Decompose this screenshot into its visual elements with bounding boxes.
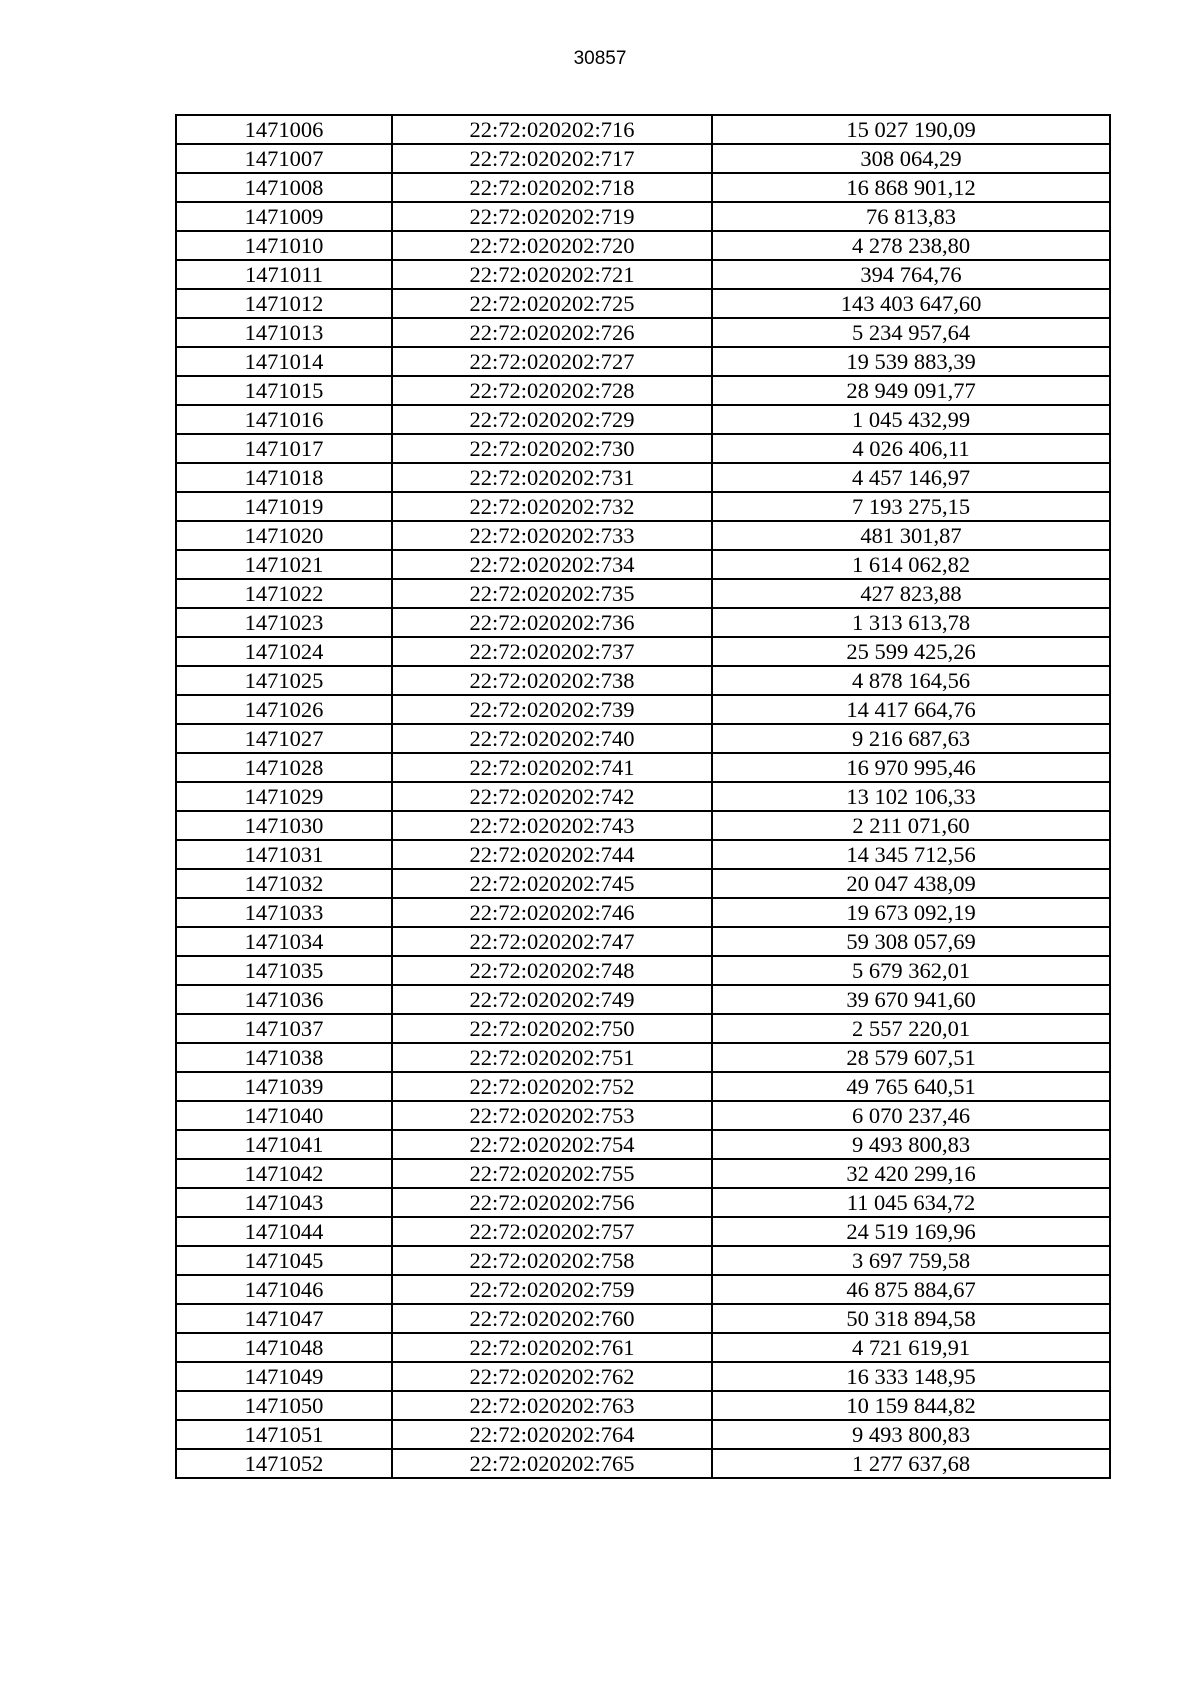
record-number-cell: 1471023 — [176, 608, 392, 637]
table-row — [176, 608, 1110, 637]
cadastral-number-cell: 22:72:020202:735 — [392, 579, 712, 608]
cadastral-value-cell: 9 493 800,83 — [712, 1420, 1110, 1449]
record-number-cell: 1471038 — [176, 1043, 392, 1072]
cadastral-number-cell: 22:72:020202:749 — [392, 985, 712, 1014]
table-row — [176, 405, 1110, 434]
table-row — [176, 724, 1110, 753]
cadastral-number-cell: 22:72:020202:733 — [392, 521, 712, 550]
record-number-cell: 1471012 — [176, 289, 392, 318]
cadastral-number-cell: 22:72:020202:756 — [392, 1188, 712, 1217]
record-number-cell: 1471029 — [176, 782, 392, 811]
table-row — [176, 1217, 1110, 1246]
table-row — [176, 1275, 1110, 1304]
cadastral-number-cell: 22:72:020202:748 — [392, 956, 712, 985]
table-row — [176, 173, 1110, 202]
cadastral-value-cell: 59 308 057,69 — [712, 927, 1110, 956]
record-number-cell: 1471018 — [176, 463, 392, 492]
cadastral-value-cell: 16 333 148,95 — [712, 1362, 1110, 1391]
cadastral-number-cell: 22:72:020202:747 — [392, 927, 712, 956]
cadastral-value-cell: 4 721 619,91 — [712, 1333, 1110, 1362]
cadastral-value-cell: 14 417 664,76 — [712, 695, 1110, 724]
record-number-cell: 1471014 — [176, 347, 392, 376]
record-number-cell: 1471048 — [176, 1333, 392, 1362]
cadastral-value-cell: 4 457 146,97 — [712, 463, 1110, 492]
table-row — [176, 289, 1110, 318]
table-row — [176, 1072, 1110, 1101]
table-row — [176, 1188, 1110, 1217]
cadastral-number-cell: 22:72:020202:731 — [392, 463, 712, 492]
table-row — [176, 811, 1110, 840]
cadastral-number-cell: 22:72:020202:765 — [392, 1449, 712, 1478]
record-number-cell: 1471009 — [176, 202, 392, 231]
record-number-cell: 1471022 — [176, 579, 392, 608]
record-number-cell: 1471052 — [176, 1449, 392, 1478]
record-number-cell: 1471049 — [176, 1362, 392, 1391]
record-number-cell: 1471006 — [176, 115, 392, 144]
cadastral-value-cell: 28 579 607,51 — [712, 1043, 1110, 1072]
cadastral-value-cell: 4 026 406,11 — [712, 434, 1110, 463]
table-row — [176, 521, 1110, 550]
cadastral-number-cell: 22:72:020202:717 — [392, 144, 712, 173]
cadastral-number-cell: 22:72:020202:745 — [392, 869, 712, 898]
cadastral-number-cell: 22:72:020202:751 — [392, 1043, 712, 1072]
record-number-cell: 1471034 — [176, 927, 392, 956]
cadastral-number-cell: 22:72:020202:734 — [392, 550, 712, 579]
table-row — [176, 1333, 1110, 1362]
cadastral-value-cell: 14 345 712,56 — [712, 840, 1110, 869]
cadastral-value-cell: 46 875 884,67 — [712, 1275, 1110, 1304]
table-row — [176, 144, 1110, 173]
record-number-cell: 1471044 — [176, 1217, 392, 1246]
table-row — [176, 434, 1110, 463]
table-row — [176, 695, 1110, 724]
table-row — [176, 1362, 1110, 1391]
table-row — [176, 1449, 1110, 1478]
record-number-cell: 1471050 — [176, 1391, 392, 1420]
record-number-cell: 1471027 — [176, 724, 392, 753]
cadastral-value-cell: 6 070 237,46 — [712, 1101, 1110, 1130]
table-row — [176, 550, 1110, 579]
record-number-cell: 1471030 — [176, 811, 392, 840]
cadastral-value-cell: 76 813,83 — [712, 202, 1110, 231]
table-row — [176, 1159, 1110, 1188]
record-number-cell: 1471036 — [176, 985, 392, 1014]
table-row — [176, 782, 1110, 811]
table-row — [176, 347, 1110, 376]
cadastral-number-cell: 22:72:020202:719 — [392, 202, 712, 231]
cadastral-value-cell: 19 539 883,39 — [712, 347, 1110, 376]
cadastral-value-cell: 50 318 894,58 — [712, 1304, 1110, 1333]
cadastral-number-cell: 22:72:020202:738 — [392, 666, 712, 695]
cadastral-value-cell: 308 064,29 — [712, 144, 1110, 173]
cadastral-number-cell: 22:72:020202:764 — [392, 1420, 712, 1449]
cadastral-number-cell: 22:72:020202:726 — [392, 318, 712, 347]
cadastral-value-cell: 15 027 190,09 — [712, 115, 1110, 144]
record-number-cell: 1471051 — [176, 1420, 392, 1449]
cadastral-number-cell: 22:72:020202:761 — [392, 1333, 712, 1362]
cadastral-number-cell: 22:72:020202:757 — [392, 1217, 712, 1246]
record-number-cell: 1471015 — [176, 376, 392, 405]
table-row — [176, 927, 1110, 956]
record-number-cell: 1471032 — [176, 869, 392, 898]
cadastral-number-cell: 22:72:020202:736 — [392, 608, 712, 637]
record-number-cell: 1471007 — [176, 144, 392, 173]
cadastral-number-cell: 22:72:020202:758 — [392, 1246, 712, 1275]
record-number-cell: 1471042 — [176, 1159, 392, 1188]
record-number-cell: 1471013 — [176, 318, 392, 347]
registry-table-body — [176, 115, 1110, 1478]
table-row — [176, 1014, 1110, 1043]
record-number-cell: 1471047 — [176, 1304, 392, 1333]
table-row — [176, 898, 1110, 927]
cadastral-value-cell: 3 697 759,58 — [712, 1246, 1110, 1275]
cadastral-number-cell: 22:72:020202:753 — [392, 1101, 712, 1130]
table-row — [176, 985, 1110, 1014]
cadastral-value-cell: 49 765 640,51 — [712, 1072, 1110, 1101]
cadastral-number-cell: 22:72:020202:744 — [392, 840, 712, 869]
cadastral-value-cell: 1 277 637,68 — [712, 1449, 1110, 1478]
cadastral-value-cell: 5 679 362,01 — [712, 956, 1110, 985]
table-row — [176, 376, 1110, 405]
table-row — [176, 666, 1110, 695]
cadastral-value-cell: 1 045 432,99 — [712, 405, 1110, 434]
cadastral-number-cell: 22:72:020202:737 — [392, 637, 712, 666]
table-row — [176, 492, 1110, 521]
record-number-cell: 1471046 — [176, 1275, 392, 1304]
record-number-cell: 1471008 — [176, 173, 392, 202]
record-number-cell: 1471031 — [176, 840, 392, 869]
cadastral-number-cell: 22:72:020202:746 — [392, 898, 712, 927]
cadastral-value-cell: 2 211 071,60 — [712, 811, 1110, 840]
table-row — [176, 1420, 1110, 1449]
record-number-cell: 1471037 — [176, 1014, 392, 1043]
cadastral-number-cell: 22:72:020202:739 — [392, 695, 712, 724]
table-row — [176, 1130, 1110, 1159]
table-row — [176, 1391, 1110, 1420]
record-number-cell: 1471028 — [176, 753, 392, 782]
cadastral-value-cell: 20 047 438,09 — [712, 869, 1110, 898]
cadastral-number-cell: 22:72:020202:718 — [392, 173, 712, 202]
cadastral-number-cell: 22:72:020202:750 — [392, 1014, 712, 1043]
table-row — [176, 202, 1110, 231]
cadastral-value-cell: 16 868 901,12 — [712, 173, 1110, 202]
cadastral-value-cell: 4 278 238,80 — [712, 231, 1110, 260]
cadastral-value-cell: 4 878 164,56 — [712, 666, 1110, 695]
cadastral-value-cell: 16 970 995,46 — [712, 753, 1110, 782]
record-number-cell: 1471041 — [176, 1130, 392, 1159]
record-number-cell: 1471017 — [176, 434, 392, 463]
cadastral-number-cell: 22:72:020202:728 — [392, 376, 712, 405]
cadastral-value-cell: 9 493 800,83 — [712, 1130, 1110, 1159]
cadastral-value-cell: 39 670 941,60 — [712, 985, 1110, 1014]
cadastral-number-cell: 22:72:020202:732 — [392, 492, 712, 521]
cadastral-value-cell: 19 673 092,19 — [712, 898, 1110, 927]
table-row — [176, 260, 1110, 289]
cadastral-number-cell: 22:72:020202:721 — [392, 260, 712, 289]
cadastral-number-cell: 22:72:020202:740 — [392, 724, 712, 753]
record-number-cell: 1471019 — [176, 492, 392, 521]
table-row — [176, 753, 1110, 782]
cadastral-number-cell: 22:72:020202:760 — [392, 1304, 712, 1333]
cadastral-number-cell: 22:72:020202:743 — [392, 811, 712, 840]
record-number-cell: 1471043 — [176, 1188, 392, 1217]
table-row — [176, 869, 1110, 898]
cadastral-value-cell: 427 823,88 — [712, 579, 1110, 608]
table-row — [176, 1246, 1110, 1275]
cadastral-value-cell: 143 403 647,60 — [712, 289, 1110, 318]
record-number-cell: 1471011 — [176, 260, 392, 289]
record-number-cell: 1471024 — [176, 637, 392, 666]
record-number-cell: 1471040 — [176, 1101, 392, 1130]
cadastral-number-cell: 22:72:020202:754 — [392, 1130, 712, 1159]
cadastral-value-cell: 2 557 220,01 — [712, 1014, 1110, 1043]
table-row — [176, 463, 1110, 492]
record-number-cell: 1471033 — [176, 898, 392, 927]
record-number-cell: 1471021 — [176, 550, 392, 579]
cadastral-value-cell: 25 599 425,26 — [712, 637, 1110, 666]
record-number-cell: 1471010 — [176, 231, 392, 260]
record-number-cell: 1471045 — [176, 1246, 392, 1275]
cadastral-value-cell: 1 614 062,82 — [712, 550, 1110, 579]
cadastral-number-cell: 22:72:020202:716 — [392, 115, 712, 144]
record-number-cell: 1471025 — [176, 666, 392, 695]
table-row — [176, 637, 1110, 666]
record-number-cell: 1471039 — [176, 1072, 392, 1101]
cadastral-number-cell: 22:72:020202:759 — [392, 1275, 712, 1304]
cadastral-value-cell: 24 519 169,96 — [712, 1217, 1110, 1246]
registry-table — [175, 114, 1111, 1479]
cadastral-number-cell: 22:72:020202:742 — [392, 782, 712, 811]
table-row — [176, 579, 1110, 608]
cadastral-value-cell: 481 301,87 — [712, 521, 1110, 550]
cadastral-value-cell: 32 420 299,16 — [712, 1159, 1110, 1188]
record-number-cell: 1471020 — [176, 521, 392, 550]
cadastral-value-cell: 9 216 687,63 — [712, 724, 1110, 753]
cadastral-value-cell: 5 234 957,64 — [712, 318, 1110, 347]
cadastral-value-cell: 1 313 613,78 — [712, 608, 1110, 637]
cadastral-number-cell: 22:72:020202:762 — [392, 1362, 712, 1391]
page-number: 30857 — [573, 48, 627, 69]
record-number-cell: 1471026 — [176, 695, 392, 724]
table-row — [176, 956, 1110, 985]
cadastral-number-cell: 22:72:020202:741 — [392, 753, 712, 782]
record-number-cell: 1471035 — [176, 956, 392, 985]
cadastral-number-cell: 22:72:020202:720 — [392, 231, 712, 260]
table-row — [176, 115, 1110, 144]
cadastral-value-cell: 11 045 634,72 — [712, 1188, 1110, 1217]
record-number-cell: 1471016 — [176, 405, 392, 434]
table-row — [176, 1043, 1110, 1072]
cadastral-value-cell: 7 193 275,15 — [712, 492, 1110, 521]
cadastral-value-cell: 28 949 091,77 — [712, 376, 1110, 405]
table-row — [176, 1304, 1110, 1333]
cadastral-number-cell: 22:72:020202:727 — [392, 347, 712, 376]
cadastral-value-cell: 13 102 106,33 — [712, 782, 1110, 811]
cadastral-number-cell: 22:72:020202:752 — [392, 1072, 712, 1101]
cadastral-number-cell: 22:72:020202:730 — [392, 434, 712, 463]
cadastral-number-cell: 22:72:020202:725 — [392, 289, 712, 318]
table-row — [176, 840, 1110, 869]
cadastral-number-cell: 22:72:020202:729 — [392, 405, 712, 434]
cadastral-value-cell: 10 159 844,82 — [712, 1391, 1110, 1420]
cadastral-number-cell: 22:72:020202:755 — [392, 1159, 712, 1188]
table-row — [176, 1101, 1110, 1130]
table-row — [176, 231, 1110, 260]
cadastral-value-cell: 394 764,76 — [712, 260, 1110, 289]
cadastral-number-cell: 22:72:020202:763 — [392, 1391, 712, 1420]
table-row — [176, 318, 1110, 347]
